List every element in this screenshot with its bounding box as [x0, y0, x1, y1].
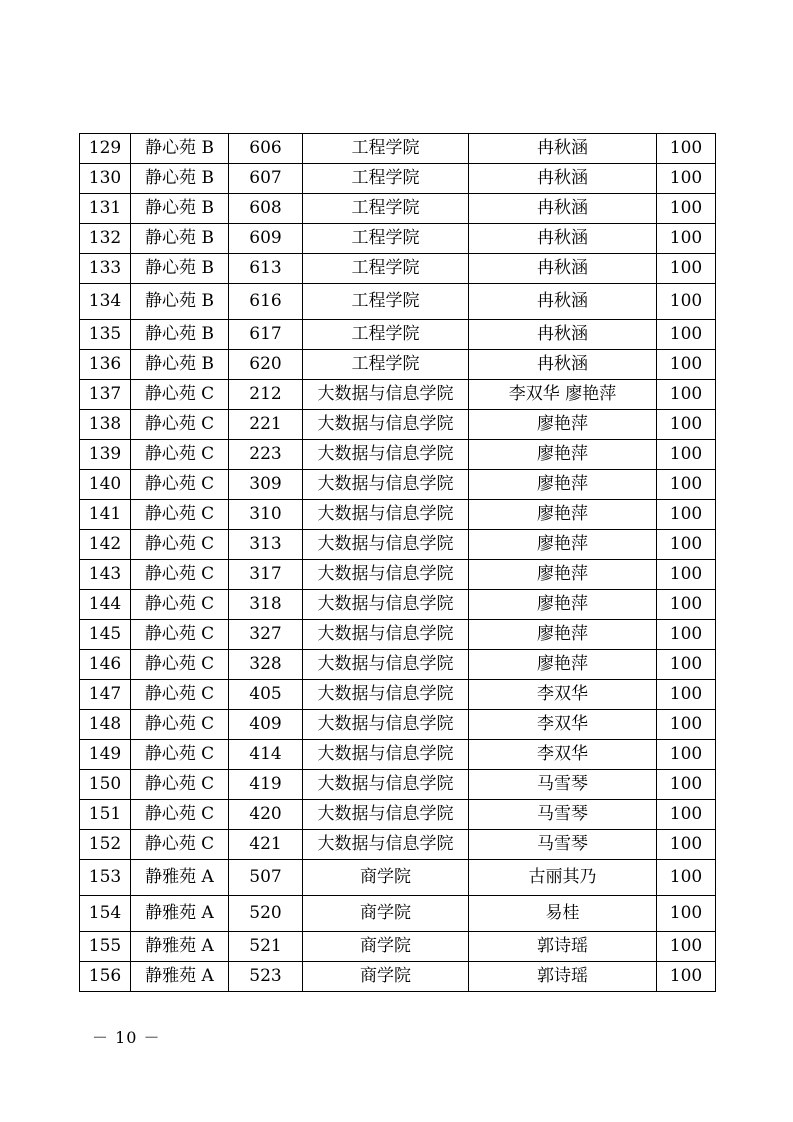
college-name: 工程学院 [303, 194, 469, 224]
room-number: 405 [229, 680, 303, 710]
college-name: 大数据与信息学院 [303, 560, 469, 590]
table-row [80, 770, 716, 800]
college-name: 大数据与信息学院 [303, 470, 469, 500]
responsible-person: 郭诗瑶 [469, 962, 657, 992]
table-row [80, 680, 716, 710]
table-body [80, 134, 716, 992]
score: 100 [657, 650, 716, 680]
table-row [80, 440, 716, 470]
row-number: 129 [80, 134, 131, 164]
responsible-person: 马雪琴 [469, 830, 657, 860]
building-name: 静心苑 C [131, 770, 229, 800]
row-number: 136 [80, 350, 131, 380]
row-number: 147 [80, 680, 131, 710]
score: 100 [657, 134, 716, 164]
table-row [80, 860, 716, 896]
table-row [80, 830, 716, 860]
score: 100 [657, 380, 716, 410]
room-number: 317 [229, 560, 303, 590]
score: 100 [657, 500, 716, 530]
responsible-person: 冉秋涵 [469, 254, 657, 284]
building-name: 静心苑 C [131, 590, 229, 620]
college-name: 商学院 [303, 962, 469, 992]
row-number: 154 [80, 896, 131, 932]
row-number: 133 [80, 254, 131, 284]
college-name: 大数据与信息学院 [303, 710, 469, 740]
score: 100 [657, 350, 716, 380]
building-name: 静心苑 C [131, 830, 229, 860]
responsible-person: 马雪琴 [469, 770, 657, 800]
college-name: 工程学院 [303, 320, 469, 350]
score: 100 [657, 770, 716, 800]
room-number: 608 [229, 194, 303, 224]
responsible-person: 廖艳萍 [469, 500, 657, 530]
building-name: 静雅苑 A [131, 962, 229, 992]
college-name: 大数据与信息学院 [303, 770, 469, 800]
building-name: 静心苑 B [131, 284, 229, 320]
building-name: 静心苑 C [131, 470, 229, 500]
room-number: 419 [229, 770, 303, 800]
responsible-person: 廖艳萍 [469, 440, 657, 470]
table-row [80, 530, 716, 560]
table-row [80, 224, 716, 254]
table-row [80, 134, 716, 164]
responsible-person: 廖艳萍 [469, 650, 657, 680]
building-name: 静心苑 B [131, 194, 229, 224]
score: 100 [657, 410, 716, 440]
college-name: 大数据与信息学院 [303, 380, 469, 410]
score: 100 [657, 710, 716, 740]
row-number: 148 [80, 710, 131, 740]
row-number: 155 [80, 932, 131, 962]
responsible-person: 李双华 [469, 710, 657, 740]
college-name: 大数据与信息学院 [303, 650, 469, 680]
college-name: 工程学院 [303, 254, 469, 284]
table-row [80, 254, 716, 284]
room-number: 318 [229, 590, 303, 620]
college-name: 工程学院 [303, 164, 469, 194]
building-name: 静心苑 B [131, 350, 229, 380]
building-name: 静心苑 B [131, 134, 229, 164]
room-number: 617 [229, 320, 303, 350]
room-number: 507 [229, 860, 303, 896]
responsible-person: 郭诗瑶 [469, 932, 657, 962]
score: 100 [657, 224, 716, 254]
row-number: 145 [80, 620, 131, 650]
responsible-person: 古丽其乃 [469, 860, 657, 896]
building-name: 静心苑 B [131, 164, 229, 194]
building-name: 静雅苑 A [131, 896, 229, 932]
building-name: 静心苑 C [131, 410, 229, 440]
room-number: 521 [229, 932, 303, 962]
table-row [80, 650, 716, 680]
table-row [80, 320, 716, 350]
row-number: 138 [80, 410, 131, 440]
row-number: 144 [80, 590, 131, 620]
table-row [80, 620, 716, 650]
score: 100 [657, 800, 716, 830]
room-number: 520 [229, 896, 303, 932]
college-name: 大数据与信息学院 [303, 440, 469, 470]
score: 100 [657, 560, 716, 590]
score: 100 [657, 440, 716, 470]
score: 100 [657, 830, 716, 860]
college-name: 大数据与信息学院 [303, 830, 469, 860]
responsible-person: 冉秋涵 [469, 134, 657, 164]
table-row [80, 560, 716, 590]
responsible-person: 冉秋涵 [469, 320, 657, 350]
college-name: 大数据与信息学院 [303, 740, 469, 770]
responsible-person: 冉秋涵 [469, 224, 657, 254]
inspection-score-table [79, 133, 716, 992]
college-name: 工程学院 [303, 350, 469, 380]
row-number: 151 [80, 800, 131, 830]
room-number: 313 [229, 530, 303, 560]
row-number: 146 [80, 650, 131, 680]
college-name: 商学院 [303, 896, 469, 932]
responsible-person: 廖艳萍 [469, 410, 657, 440]
building-name: 静心苑 B [131, 254, 229, 284]
responsible-person: 李双华 [469, 680, 657, 710]
row-number: 134 [80, 284, 131, 320]
responsible-person: 廖艳萍 [469, 530, 657, 560]
responsible-person: 李双华 [469, 740, 657, 770]
building-name: 静雅苑 A [131, 860, 229, 896]
building-name: 静心苑 C [131, 440, 229, 470]
score: 100 [657, 590, 716, 620]
college-name: 大数据与信息学院 [303, 620, 469, 650]
room-number: 212 [229, 380, 303, 410]
table-row [80, 740, 716, 770]
responsible-person: 廖艳萍 [469, 590, 657, 620]
score: 100 [657, 194, 716, 224]
table-row [80, 410, 716, 440]
responsible-person: 廖艳萍 [469, 620, 657, 650]
college-name: 大数据与信息学院 [303, 530, 469, 560]
building-name: 静心苑 C [131, 680, 229, 710]
table-row [80, 896, 716, 932]
room-number: 414 [229, 740, 303, 770]
row-number: 131 [80, 194, 131, 224]
row-number: 141 [80, 500, 131, 530]
room-number: 409 [229, 710, 303, 740]
room-number: 609 [229, 224, 303, 254]
row-number: 137 [80, 380, 131, 410]
score: 100 [657, 284, 716, 320]
row-number: 142 [80, 530, 131, 560]
room-number: 309 [229, 470, 303, 500]
room-number: 421 [229, 830, 303, 860]
score: 100 [657, 164, 716, 194]
table-row [80, 284, 716, 320]
college-name: 大数据与信息学院 [303, 410, 469, 440]
room-number: 310 [229, 500, 303, 530]
page-number: － 10 － [92, 1028, 161, 1047]
building-name: 静心苑 C [131, 800, 229, 830]
building-name: 静心苑 C [131, 740, 229, 770]
building-name: 静雅苑 A [131, 932, 229, 962]
building-name: 静心苑 B [131, 224, 229, 254]
score: 100 [657, 530, 716, 560]
room-number: 328 [229, 650, 303, 680]
room-number: 616 [229, 284, 303, 320]
row-number: 135 [80, 320, 131, 350]
table-row [80, 962, 716, 992]
responsible-person: 廖艳萍 [469, 470, 657, 500]
score: 100 [657, 896, 716, 932]
score: 100 [657, 320, 716, 350]
responsible-person: 冉秋涵 [469, 194, 657, 224]
building-name: 静心苑 C [131, 500, 229, 530]
responsible-person: 李双华 廖艳萍 [469, 380, 657, 410]
row-number: 130 [80, 164, 131, 194]
room-number: 327 [229, 620, 303, 650]
table-row [80, 194, 716, 224]
row-number: 140 [80, 470, 131, 500]
table-row [80, 500, 716, 530]
table-row [80, 932, 716, 962]
table-row [80, 710, 716, 740]
college-name: 商学院 [303, 932, 469, 962]
building-name: 静心苑 C [131, 620, 229, 650]
responsible-person: 易桂 [469, 896, 657, 932]
college-name: 大数据与信息学院 [303, 800, 469, 830]
row-number: 139 [80, 440, 131, 470]
table-row [80, 800, 716, 830]
room-number: 613 [229, 254, 303, 284]
room-number: 223 [229, 440, 303, 470]
responsible-person: 廖艳萍 [469, 560, 657, 590]
room-number: 420 [229, 800, 303, 830]
college-name: 大数据与信息学院 [303, 500, 469, 530]
room-number: 606 [229, 134, 303, 164]
building-name: 静心苑 B [131, 320, 229, 350]
college-name: 工程学院 [303, 134, 469, 164]
score: 100 [657, 962, 716, 992]
room-number: 620 [229, 350, 303, 380]
score: 100 [657, 932, 716, 962]
score: 100 [657, 470, 716, 500]
row-number: 153 [80, 860, 131, 896]
table-row [80, 380, 716, 410]
table-row [80, 350, 716, 380]
row-number: 143 [80, 560, 131, 590]
row-number: 150 [80, 770, 131, 800]
score: 100 [657, 680, 716, 710]
score: 100 [657, 620, 716, 650]
table-row [80, 590, 716, 620]
room-number: 523 [229, 962, 303, 992]
score: 100 [657, 740, 716, 770]
score: 100 [657, 254, 716, 284]
building-name: 静心苑 C [131, 560, 229, 590]
college-name: 大数据与信息学院 [303, 680, 469, 710]
college-name: 工程学院 [303, 224, 469, 254]
row-number: 132 [80, 224, 131, 254]
responsible-person: 冉秋涵 [469, 284, 657, 320]
building-name: 静心苑 C [131, 710, 229, 740]
responsible-person: 冉秋涵 [469, 350, 657, 380]
college-name: 商学院 [303, 860, 469, 896]
row-number: 156 [80, 962, 131, 992]
building-name: 静心苑 C [131, 380, 229, 410]
college-name: 大数据与信息学院 [303, 590, 469, 620]
responsible-person: 冉秋涵 [469, 164, 657, 194]
row-number: 152 [80, 830, 131, 860]
building-name: 静心苑 C [131, 530, 229, 560]
score: 100 [657, 860, 716, 896]
table-row [80, 164, 716, 194]
table-row [80, 470, 716, 500]
college-name: 工程学院 [303, 284, 469, 320]
responsible-person: 马雪琴 [469, 800, 657, 830]
room-number: 221 [229, 410, 303, 440]
room-number: 607 [229, 164, 303, 194]
row-number: 149 [80, 740, 131, 770]
building-name: 静心苑 C [131, 650, 229, 680]
